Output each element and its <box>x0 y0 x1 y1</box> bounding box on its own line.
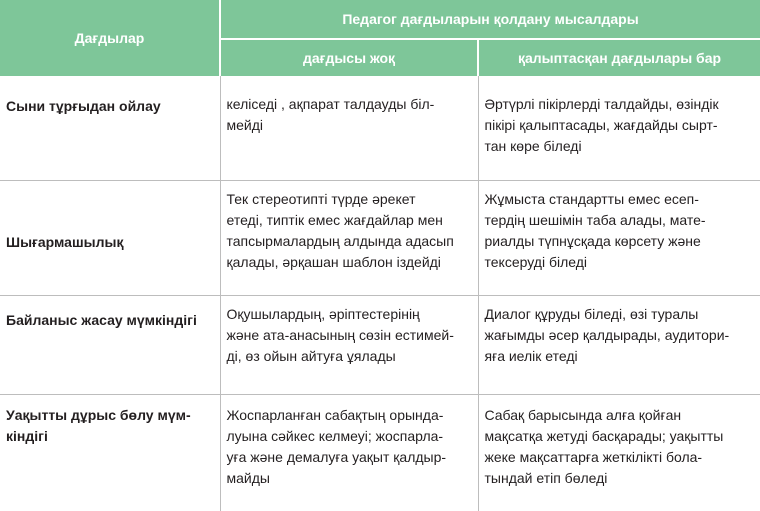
header-group: Педагог дағдыларын қолдану мысалдары <box>220 0 760 39</box>
skill-name: Уақытты дұрыс бөлу мүм- кіндігі <box>0 395 220 511</box>
skill-name: Шығармашылық <box>0 181 220 296</box>
no-skills-example: келіседі , ақпарат талдауды біл- мейді <box>220 76 478 181</box>
header-has-skills: қалыптасқан дағдылары бар <box>478 39 760 76</box>
has-skills-example: Әртүрлі пікірлерді талдайды, өзіндік пікірі қалыптасады, жағдайды сырт- тан көре біледі <box>478 76 760 181</box>
table-row <box>0 395 760 511</box>
header-skills: Дағдылар <box>0 0 220 76</box>
header-no-skills: дағдысы жоқ <box>220 39 478 76</box>
has-skills-example: Сабақ барысында алға қойған мақсатқа жетуді басқарады; уақытты жеке мақсаттарға жеткілікті бола- тындай етіп бөледі <box>478 395 760 511</box>
no-skills-example: Жоспарланған сабақтың орында- луына сәйкес келмеуі; жоспарла- уға және демалуға уақыт қалдыр- майды <box>220 395 478 511</box>
no-skills-example: Оқушылардың, әріптестерінің және ата-анасының сөзін естимей- ді, өз ойын айтуға ұялады <box>220 296 478 395</box>
table-row <box>0 76 760 181</box>
has-skills-example: Жұмыста стандартты емес есеп- тердің шешімін таба алады, мате- риалды түпнұсқада көрсету және тексеруді біледі <box>478 181 760 296</box>
skill-name: Байланыс жасау мүмкіндігі <box>0 296 220 395</box>
table-header <box>0 0 760 76</box>
table-row <box>0 181 760 296</box>
skill-name: Сыни тұрғыдан ойлау <box>0 76 220 181</box>
table-row <box>0 296 760 395</box>
no-skills-example: Тек стереотипті түрде әрекет етеді, типтік емес жағдайлар мен тапсырмалардың алдында адасып қалады, әрқашан шаблон іздейді <box>220 181 478 296</box>
has-skills-example: Диалог құруды біледі, өзі туралы жағымды әсер қалдырады, аудитори- яға иелік етеді <box>478 296 760 395</box>
